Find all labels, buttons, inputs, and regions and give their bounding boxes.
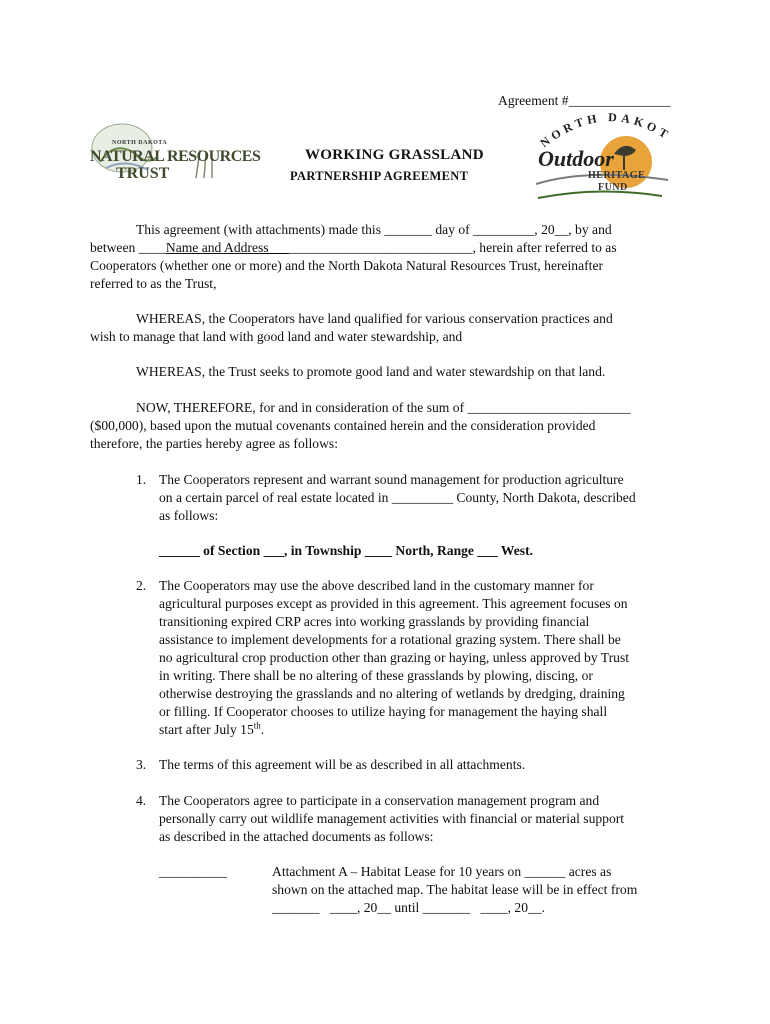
item2-line-3: transitioning expired CRP acres into working grasslands by providing financial — [159, 614, 590, 629]
intro-line-1: This agreement (with attachments) made this _______ day of _________, 20__, by and — [136, 222, 612, 237]
ohf-logo-line2: FUND — [598, 182, 628, 193]
intro-line-2-c: ___________________________, herein after referred to as — [288, 240, 617, 255]
attachment-a-line-2: shown on the attached map. The habitat lease will be in effect from — [272, 882, 638, 897]
intro-line-3: Cooperators (whether one or more) and the North Dakota Natural Resources Trust, hereinafter — [90, 258, 604, 273]
item2-line-9-text: start after July 15 — [159, 722, 254, 737]
item1-legal-description: ______ of Section ___, in Township ____ North, Range ___ West. — [159, 543, 533, 558]
item2-line-5: no agricultural crop production other than grazing or haying, unless approved by Trust — [159, 650, 630, 665]
svg-text:NORTH DAKOTA — [528, 108, 673, 150]
now-line-3: therefore, the parties hereby agree as follows: — [90, 436, 338, 451]
item2-line-9-end: . — [260, 722, 265, 737]
item4-line-1: The Cooperators agree to participate in a conservation management program and — [159, 793, 600, 808]
nrt-logo-line1: NATURAL RESOURCES — [90, 148, 261, 165]
item2-line-9-sup: th — [253, 720, 261, 731]
document-title-line2: PARTNERSHIP AGREEMENT — [290, 169, 469, 183]
now-line-1: NOW, THEREFORE, for and in consideration of the sum of ________________________ — [136, 400, 631, 415]
item4-number: 4. — [136, 793, 147, 808]
agreement-number: Agreement #_______________ — [498, 93, 671, 108]
item3-number: 3. — [136, 757, 147, 772]
ohf-logo-line1: HERITAGE — [588, 170, 646, 181]
outdoor-heritage-fund-logo — [528, 108, 678, 204]
attachment-a-check-blank[interactable]: __________ — [159, 864, 227, 879]
attachment-a-line-3: _______ ____, 20__ until _______ ____, 20__. — [272, 900, 546, 915]
ohf-logo-arc-text: NORTH DAKOT — [537, 110, 674, 151]
whereas1-line-1: WHEREAS, the Cooperators have land qualified for various conservation practices and — [136, 311, 613, 326]
item1-line-1: The Cooperators represent and warrant sound management for production agriculture — [159, 472, 624, 487]
attachment-a-line-1: Attachment A – Habitat Lease for 10 years on ______ acres as — [272, 864, 612, 879]
item2-line-4: assistance to implement developments for a rotational grazing system. There shall be — [159, 632, 621, 647]
now-line-2: ($00,000), based upon the mutual covenants contained herein and the consideration provided — [90, 418, 596, 433]
item1-line-3: as follows: — [159, 508, 219, 523]
item2-line-8: or filling. If Cooperator chooses to utilize haying for management the haying shall — [159, 704, 608, 719]
whereas2-line-1: WHEREAS, the Trust seeks to promote good land and water stewardship on that land. — [136, 364, 606, 379]
document-title-line1: WORKING GRASSLAND — [305, 147, 484, 163]
item2-line-7: otherwise destroying the grasslands and no altering of wetlands by dredging, draining — [159, 686, 625, 701]
natural-resources-trust-logo — [86, 118, 261, 194]
item2-number: 2. — [136, 578, 147, 593]
name-and-address-field[interactable]: Name and Address — [165, 240, 289, 255]
nrt-logo-line2: TRUST — [116, 165, 170, 182]
item4-line-2: personally carry out wildlife management activities with financial or material support — [159, 811, 625, 826]
item1-line-2: on a certain parcel of real estate located in _________ County, North Dakota, described — [159, 490, 636, 505]
item1-number: 1. — [136, 472, 147, 487]
item2-line-9 — [159, 721, 264, 739]
ohf-logo-script: Outdoor — [538, 146, 614, 171]
item2-line-1: The Cooperators may use the above described land in the customary manner for — [159, 578, 594, 593]
intro-line-2-a: between ____ — [90, 240, 166, 255]
item2-line-6: in writing. There shall be no altering of these grasslands by plowing, discing, or — [159, 668, 593, 683]
intro-line-2 — [90, 239, 617, 257]
nrt-logo-small-text: NORTH DAKOTA — [112, 140, 168, 146]
item2-line-2: agricultural purposes except as provided in this agreement. This agreement focuses on — [159, 596, 628, 611]
whereas1-line-2: wish to manage that land with good land and water stewardship, and — [90, 329, 463, 344]
item4-line-3: as described in the attached documents as follows: — [159, 829, 434, 844]
item3-line-1: The terms of this agreement will be as described in all attachments. — [159, 757, 526, 772]
intro-line-4: referred to as the Trust, — [90, 276, 217, 291]
